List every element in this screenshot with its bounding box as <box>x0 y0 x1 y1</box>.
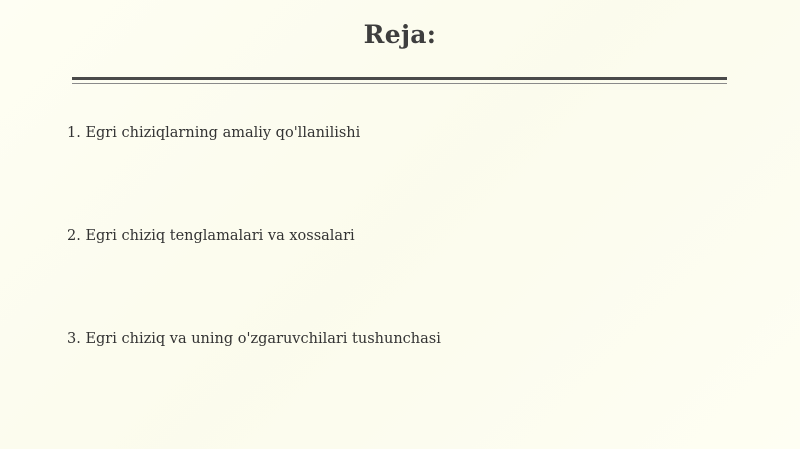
title-divider-thin <box>72 83 727 84</box>
title-divider-thick <box>72 77 727 80</box>
plan-item-3: 3. Egri chiziq va uning o'zgaruvchilari tushunchasi <box>67 331 441 347</box>
plan-item-1: 1. Egri chiziqlarning amaliy qo'llanilishi <box>67 125 361 141</box>
slide-title: Reja: <box>363 20 437 49</box>
plan-item-2: 2. Egri chiziq tenglamalari va xossalari <box>67 228 355 244</box>
